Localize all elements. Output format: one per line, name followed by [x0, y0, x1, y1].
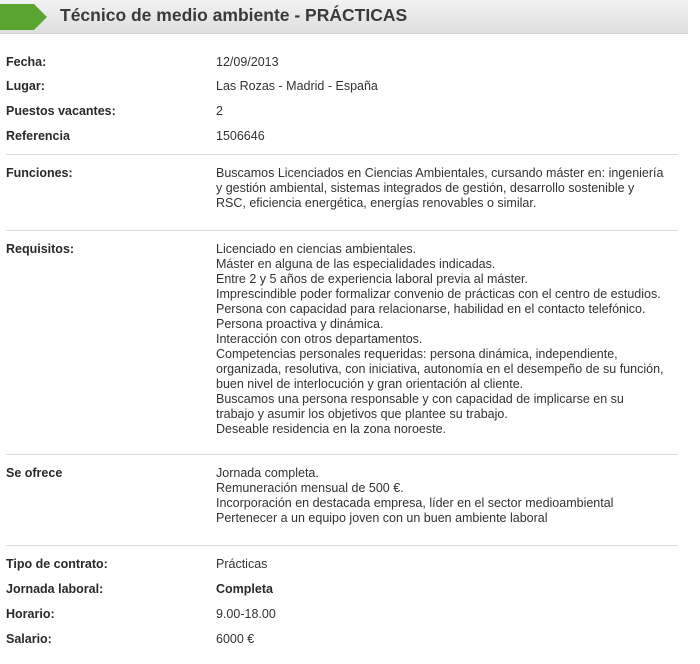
ofrece-line: Incorporación en destacada empresa, líder en el sector medioambiental [216, 496, 614, 510]
ofrece-label: Se ofrece [6, 466, 63, 480]
requisitos-line: Competencias personales requeridas: persona dinámica, independiente, [216, 347, 618, 361]
ofrece-text [216, 466, 686, 526]
ofrece-line: Jornada completa. [216, 466, 319, 480]
jornada-value: Completa [216, 582, 273, 596]
horario-label: Horario: [6, 607, 55, 621]
fecha-label: Fecha: [6, 55, 47, 69]
divider [6, 454, 678, 455]
page-header [0, 0, 688, 34]
requisitos-line: trabajo y asumir los objetivos que plantee su trabajo. [216, 407, 508, 421]
divider [6, 545, 678, 546]
ofrece-line: Pertenecer a un equipo joven con un buen ambiente laboral [216, 511, 548, 525]
requisitos-line: buen nivel de interlocución y gran orientación al cliente. [216, 377, 524, 391]
funciones-label: Funciones: [6, 166, 73, 180]
funciones-line: RSC, eficiencia energética, energías renovables o similar. [216, 196, 537, 210]
referencia-value: 1506646 [216, 129, 265, 143]
page-title: Técnico de medio ambiente - PRÁCTICAS [60, 5, 408, 25]
requisitos-line: Deseable residencia en la zona noroeste. [216, 422, 447, 436]
requisitos-line: Interacción con otros departamentos. [216, 332, 423, 346]
referencia-label: Referencia [6, 129, 70, 143]
funciones-line: y gestión ambiental, sistemas integrados de gestión, desarrollo sostenible y [216, 181, 635, 195]
requisitos-line: organizada, resolutiva, con iniciativa, autonomía en el desempeño de su función, [216, 362, 664, 376]
horario-value: 9.00-18.00 [216, 607, 276, 621]
puestos-label: Puestos vacantes: [6, 104, 116, 118]
requisitos-line: Licenciado en ciencias ambientales. [216, 242, 417, 256]
green-arrow-icon [0, 4, 48, 30]
lugar-value: Las Rozas - Madrid - España [216, 79, 378, 93]
divider [6, 230, 678, 231]
lugar-label: Lugar: [6, 79, 45, 93]
salario-label: Salario: [6, 632, 52, 646]
requisitos-text [216, 242, 686, 437]
funciones-line: Buscamos Licenciados en Ciencias Ambientales, cursando máster en: ingeniería [216, 166, 664, 180]
requisitos-line: Buscamos una persona responsable y con capacidad de implicarse en su [216, 392, 624, 406]
requisitos-line: Persona proactiva y dinámica. [216, 317, 384, 331]
divider [6, 154, 678, 155]
requisitos-label: Requisitos: [6, 242, 75, 256]
puestos-value: 2 [216, 104, 223, 118]
requisitos-line: Máster en alguna de las especialidades indicadas. [216, 257, 496, 271]
requisitos-line: Entre 2 y 5 años de experiencia laboral previa al máster. [216, 272, 528, 286]
requisitos-line: Persona con capacidad para relacionarse, habilidad en el contacto telefónico. [216, 302, 646, 316]
funciones-text [216, 166, 686, 211]
salario-value: 6000 € [216, 632, 255, 646]
requisitos-line: Imprescindible poder formalizar convenio de prácticas con el centro de estudios. [216, 287, 661, 301]
fecha-value: 12/09/2013 [216, 55, 279, 69]
ofrece-line: Remuneración mensual de 500 €. [216, 481, 404, 495]
contrato-label: Tipo de contrato: [6, 557, 108, 571]
contrato-value: Prácticas [216, 557, 268, 571]
jornada-label: Jornada laboral: [6, 582, 104, 596]
